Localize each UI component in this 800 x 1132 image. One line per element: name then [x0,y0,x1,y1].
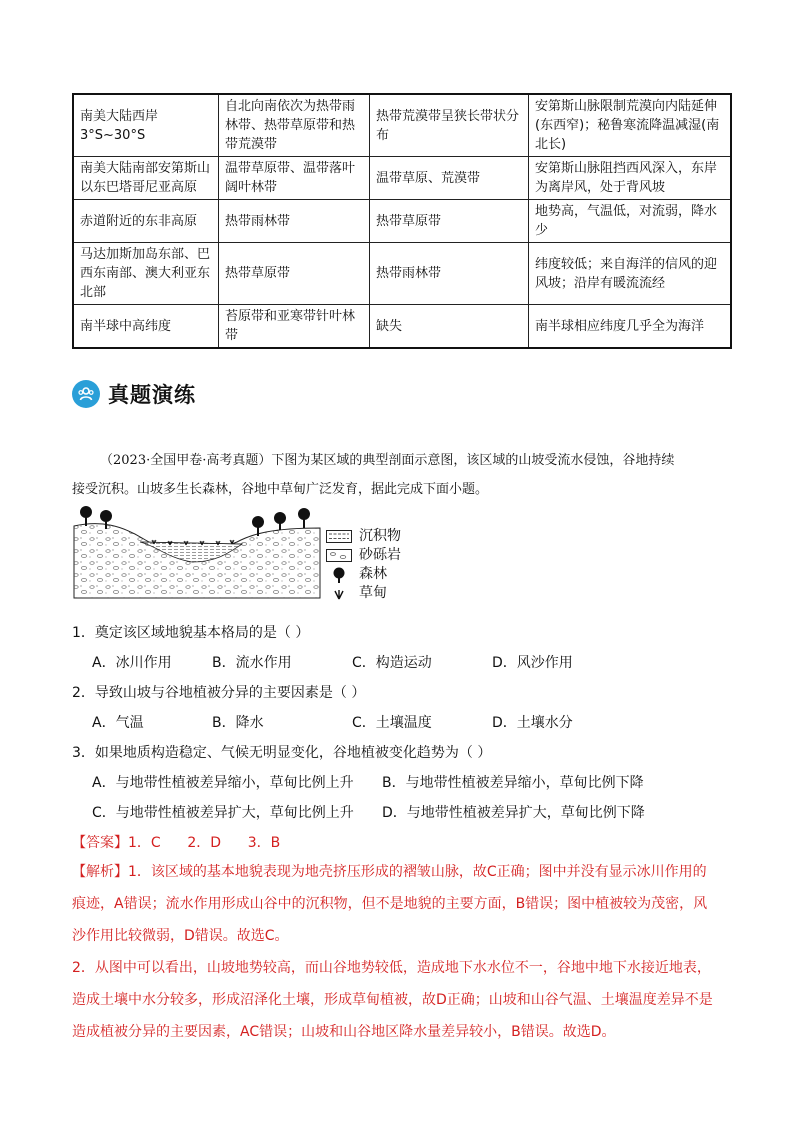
table-cell: 热带荒漠带呈狭长带状分布 [370,94,529,157]
comparison-table [72,93,732,349]
legend-item [325,565,401,584]
option[interactable]: C．土壤温度 [352,715,432,731]
analysis-line: 2．从图中可以看出，山坡地势较高，而山谷地势较低，造成地下水水位不一，谷地中地下水接近地表， [72,960,711,976]
table-cell: 地势高，气温低，对流弱，降水少 [529,200,732,243]
table-row [73,157,731,200]
table-cell: 温带草原带、温带落叶阔叶林带 [219,157,370,200]
figure-legend [325,527,401,603]
question-2-options [92,712,612,732]
legend-item [325,527,401,546]
gravel-symbol [325,549,353,563]
legend-label: 森林 [359,566,387,582]
table-cell: 纬度较低；来自海洋的信风的迎风坡；沿岸有暖流流经 [529,243,732,305]
table-cell: 南美大陆西岸 3°S~30°S [73,94,219,157]
question-2: 2．导致山坡与谷地植被分异的主要因素是（ ） [72,685,366,701]
table-cell: 苔原带和亚寒带针叶林带 [219,305,370,349]
option[interactable]: D．土壤水分 [492,715,573,731]
analysis-line: 【解析】1．该区域的基本地貌表现为地壳挤压形成的褶皱山脉，故C正确；图中并没有显示冰川作用的 [72,864,707,880]
legend-label: 沉积物 [359,528,401,544]
analysis-line: 沙作用比较微弱，D错误。故选C。 [72,928,289,944]
question-3-options-row1 [92,772,644,792]
legend-item [325,584,401,603]
table-row [73,200,731,243]
table-row [73,94,731,157]
table-cell: 热带草原带 [219,243,370,305]
table-row [73,243,731,305]
answer-line: 【答案】1．C 2．D 3．B [72,835,281,851]
table-cell: 南半球相应纬度几乎全为海洋 [529,305,732,349]
analysis-line: 造成植被分异的主要因素，AC错误；山坡和山谷地区降水量差异较小，B错误。故选D。 [72,1024,616,1040]
table-cell: 赤道附近的东非高原 [73,200,219,243]
question-intro [72,446,732,504]
tree-icon [325,568,353,582]
intro-line-1: （2023·全国甲卷·高考真题）下图为某区域的典型剖面示意图，该区域的山坡受流水侵蚀，谷地持续 [100,453,675,468]
table-cell: 温带草原、荒漠带 [370,157,529,200]
cross-section-figure [72,500,322,600]
table-cell: 自北向南依次为热带雨林带、热带草原带和热带荒漠带 [219,94,370,157]
section-title: 真题演练 [108,383,196,407]
table-row [73,305,731,349]
analysis-line: 造成土壤中水分较多，形成沼泽化土壤，形成草甸植被，故D正确；山坡和山谷气温、土壤温度差异不是 [72,992,713,1008]
question-3-options-row2 [92,802,645,822]
sediment-symbol [325,530,353,544]
table-cell: 热带草原带 [370,200,529,243]
table-cell: 热带雨林带 [219,200,370,243]
question-3: 3．如果地质构造稳定、气候无明显变化，谷地植被变化趋势为（ ） [72,745,492,761]
table-cell: 南半球中高纬度 [73,305,219,349]
table-cell: 南美大陆南部安第斯山以东巴塔哥尼亚高原 [73,157,219,200]
intro-line-2: 接受沉积。山坡多生长森林，谷地中草甸广泛发育，据此完成下面小题。 [72,482,489,497]
table-cell: 安第斯山脉限制荒漠向内陆延伸(东西窄)；秘鲁寒流降温减湿(南北长) [529,94,732,157]
option[interactable]: B．与地带性植被差异缩小，草甸比例下降 [382,775,644,791]
analysis [72,856,732,1048]
option[interactable]: D．风沙作用 [492,655,573,671]
table-cell: 缺失 [370,305,529,349]
analysis-line: 痕迹，A错误；流水作用形成山谷中的沉积物，但不是地貌的主要方面，B错误；图中植被较为茂密，风 [72,896,708,912]
option[interactable]: A．气温 [92,715,144,731]
option[interactable]: A．与地带性植被差异缩小，草甸比例上升 [92,775,354,791]
question-1-options [92,652,612,672]
grass-icon [325,587,353,601]
table-cell: 安第斯山脉阻挡西风深入，东岸为离岸风，处于背风坡 [529,157,732,200]
table-cell: 热带雨林带 [370,243,529,305]
section-heading [72,379,196,409]
option[interactable]: D．与地带性植被差异扩大，草甸比例下降 [382,805,645,821]
option[interactable]: B．流水作用 [212,655,292,671]
legend-item [325,546,401,565]
users-icon [72,380,100,408]
option[interactable]: C．与地带性植被差异扩大，草甸比例上升 [92,805,354,821]
table-cell: 马达加斯加岛东部、巴西东南部、澳大利亚东北部 [73,243,219,305]
legend-label: 草甸 [359,585,387,601]
option[interactable]: A．冰川作用 [92,655,172,671]
legend-label: 砂砾岩 [359,547,401,563]
option[interactable]: C．构造运动 [352,655,432,671]
question-1: 1．奠定该区域地貌基本格局的是（ ） [72,625,310,641]
option[interactable]: B．降水 [212,715,264,731]
